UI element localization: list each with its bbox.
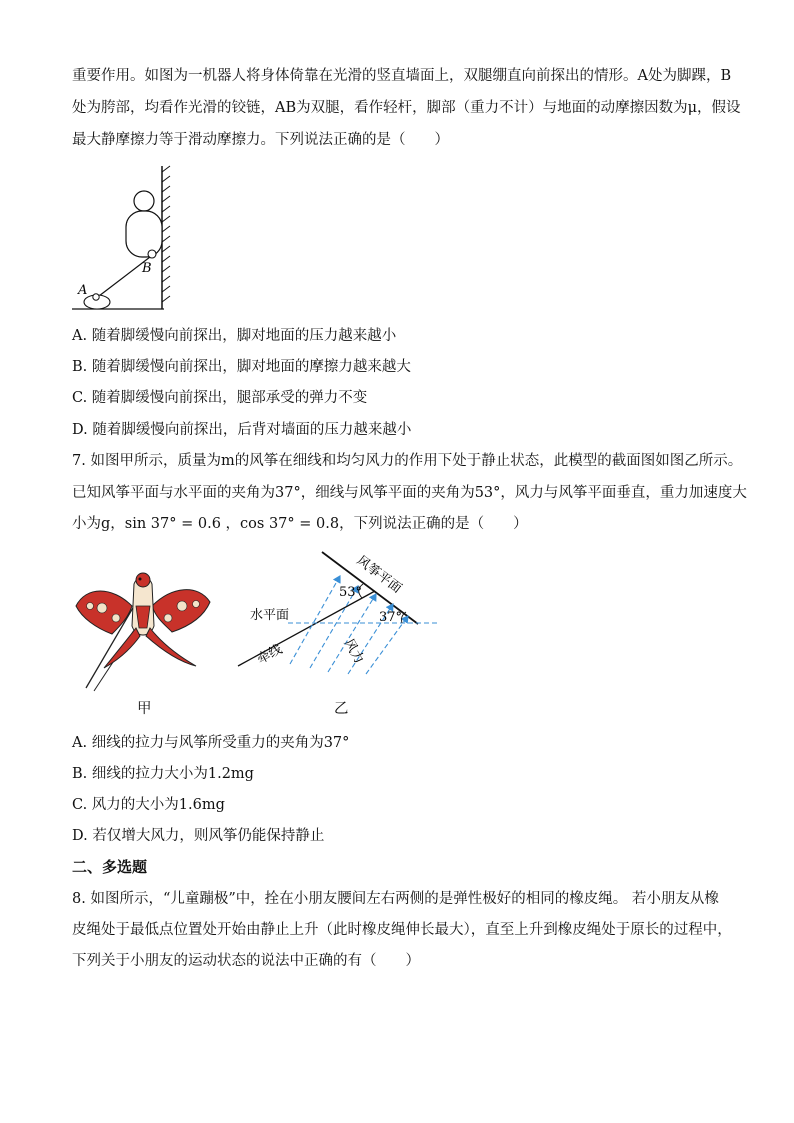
caption-yi: 乙	[334, 701, 349, 717]
q7-option-d[interactable]: D. 若仅增大风力，则风筝仍能保持静止	[72, 828, 325, 844]
kite-head	[136, 573, 150, 587]
label-kite-plane: 风筝平面	[353, 553, 405, 597]
robot-wall-figure	[72, 164, 182, 314]
wall-hatching	[162, 166, 170, 302]
q8-line-1: 8. 如图所示，“儿童蹦极”中，拴在小朋友腰间左右两侧的是弹性极好的相同的橡皮绳。 若小朋友从橡	[72, 891, 719, 907]
label-a: A	[78, 283, 88, 298]
q6-line-1: 重要作用。如图为一机器人将身体倚靠在光滑的竖直墙面上，双腿绷直向前探出的情形。A处为脚踝，B	[72, 68, 732, 84]
robot-body	[126, 211, 162, 257]
kite-photo-figure	[72, 566, 217, 696]
q7-line-1: 7. 如图甲所示，质量为m的风筝在细线和均匀风力的作用下处于静止状态，此模型的截面图如图乙所示。	[72, 453, 743, 469]
hinge-a	[93, 294, 99, 300]
q6-option-a[interactable]: A. 随着脚缓慢向前探出，脚对地面的压力越来越小	[72, 328, 397, 344]
q6-line-2: 处为胯部，均看作光滑的铰链，AB为双腿，看作轻杆，脚部（重力不计）与地面的动摩擦因数为μ，假设	[72, 100, 741, 116]
q8-line-2: 皮绳处于最低点位置处开始由静止上升（此时橡皮绳伸长最大），直至上升到橡皮绳处于原长的过程中，	[72, 922, 732, 938]
kite-tail-right	[146, 628, 196, 666]
kite-section-diagram	[230, 546, 445, 676]
q6-option-b[interactable]: B. 随着脚缓慢向前探出，脚对地面的摩擦力越来越大	[72, 359, 411, 375]
hinge-b	[148, 250, 156, 258]
label-angle-37: 37°	[379, 610, 403, 625]
q8-line-3: 下列关于小朋友的运动状态的说法中正确的有（ ）	[72, 953, 420, 969]
label-horizontal: 水平面	[250, 608, 290, 623]
caption-jia: 甲	[137, 701, 152, 717]
q6-line-3: 最大静摩擦力等于滑动摩擦力。下列说法正确的是（ ）	[72, 132, 449, 148]
q6-option-d[interactable]: D. 随着脚缓慢向前探出，后背对墙面的压力越来越小	[72, 422, 412, 438]
robot-head	[134, 191, 154, 211]
q6-option-c[interactable]: C. 随着脚缓慢向前探出，腿部承受的弹力不变	[72, 390, 368, 406]
label-string: 牵线	[254, 642, 285, 668]
label-angle-53: 53°	[339, 585, 363, 600]
q7-line-2: 已知风筝平面与水平面的夹角为37°，细线与风筝平面的夹角为53°，风力与风筝平面垂直，重力加速度大	[72, 485, 747, 501]
q7-option-b[interactable]: B. 细线的拉力大小为1.2mg	[72, 766, 254, 782]
q7-line-3: 小为g，sin 37° = 0.6 ，cos 37° = 0.8，下列说法正确的是（ ）	[72, 516, 528, 532]
section-title-multiple-choice: 二、多选题	[72, 858, 148, 876]
label-b: B	[142, 261, 152, 276]
q7-option-a[interactable]: A. 细线的拉力与风筝所受重力的夹角为37°	[72, 735, 350, 751]
q7-option-c[interactable]: C. 风力的大小为1.6mg	[72, 797, 225, 813]
label-wind: 风力	[340, 636, 367, 667]
